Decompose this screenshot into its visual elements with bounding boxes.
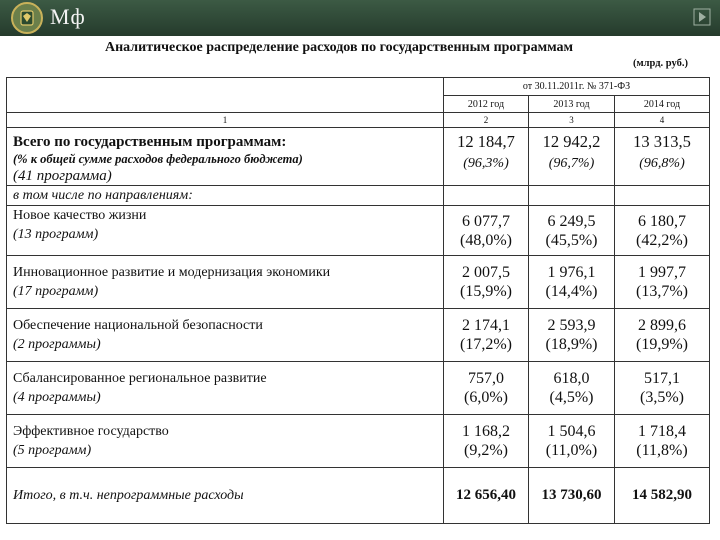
- program-count: (17 программ): [13, 284, 99, 299]
- share: (11,8%): [636, 442, 688, 459]
- table-row: [7, 206, 710, 256]
- share: (19,9%): [636, 336, 688, 353]
- year-header: 2013 год: [529, 96, 615, 113]
- total-value: 12 184,7: [457, 132, 515, 151]
- table-row: [7, 415, 710, 468]
- value: 1 504,6: [547, 423, 596, 440]
- year-header: 2014 год: [615, 96, 710, 113]
- program-name: Сбалансированное региональное развитие: [13, 371, 267, 386]
- share: (13,7%): [636, 283, 688, 300]
- total-count-label: (41 программа): [13, 168, 112, 184]
- year-header: 2012 год: [444, 96, 529, 113]
- share: (6,0%): [464, 389, 508, 406]
- header-row-numbers: [7, 113, 710, 128]
- share: (17,2%): [460, 336, 512, 353]
- value: 6 249,5: [547, 212, 596, 230]
- share: (9,2%): [464, 442, 508, 459]
- col-number: 1: [7, 113, 444, 128]
- total-label-cell: [7, 128, 444, 186]
- total-cell: [615, 128, 710, 186]
- final-row: [7, 468, 710, 524]
- total-share: (96,7%): [548, 156, 595, 171]
- final-value: 14 582,90: [615, 468, 710, 524]
- value: 1 168,2: [462, 423, 510, 440]
- total-share-label: (% к общей сумме расходов федерального бюджета): [13, 152, 303, 166]
- value: 2 899,6: [638, 317, 686, 334]
- header-blank: [7, 78, 444, 113]
- value: 6 180,7: [638, 212, 686, 230]
- table-row: [7, 309, 710, 362]
- total-value: 12 942,2: [542, 132, 601, 151]
- value: 6 077,7: [462, 212, 510, 230]
- program-count: (5 программ): [13, 443, 92, 458]
- final-value: 12 656,40: [444, 468, 529, 524]
- share: (14,4%): [545, 283, 598, 300]
- program-name: Новое качество жизни: [13, 208, 147, 223]
- final-value: 13 730,60: [529, 468, 615, 524]
- program-count: (13 программ): [13, 227, 99, 242]
- table-row: [7, 256, 710, 309]
- total-share: (96,3%): [463, 156, 509, 171]
- value: 618,0: [553, 370, 590, 387]
- value: 2 174,1: [462, 317, 510, 334]
- table-row: [7, 362, 710, 415]
- final-label: Итого, в т.ч. непрограммные расходы: [7, 468, 444, 524]
- program-count: (4 программы): [13, 390, 101, 405]
- arrow-right-icon[interactable]: [693, 8, 711, 26]
- total-cell: [529, 128, 615, 186]
- col-number: 2: [444, 113, 529, 128]
- program-name: Инновационное развитие и модернизация экономики: [13, 265, 331, 280]
- share: (45,5%): [545, 231, 598, 249]
- top-bar: [0, 0, 720, 36]
- directions-row: [7, 186, 710, 206]
- share: (42,2%): [636, 231, 688, 249]
- expenditure-table: [6, 77, 710, 524]
- value: 757,0: [468, 370, 504, 387]
- directions-label: в том числе по направлениям:: [7, 186, 444, 206]
- program-count: (2 программы): [13, 337, 101, 352]
- value: 1 976,1: [547, 264, 596, 281]
- share: (15,9%): [460, 283, 512, 300]
- emblem-icon: [10, 1, 44, 35]
- share: (48,0%): [460, 231, 512, 249]
- ministry-brand: Мф: [50, 4, 86, 29]
- col-number: 3: [529, 113, 615, 128]
- program-name: Эффективное государство: [13, 424, 169, 439]
- value: 517,1: [644, 370, 680, 387]
- page-title: Аналитическое распределение расходов по государственным программам: [105, 40, 574, 55]
- total-value: 13 313,5: [633, 132, 691, 151]
- share: (4,5%): [549, 389, 594, 406]
- unit-label: (млрд. руб.): [633, 58, 688, 69]
- total-cell: [444, 128, 529, 186]
- share: (18,9%): [545, 336, 598, 353]
- col-number: 4: [615, 113, 710, 128]
- total-share: (96,8%): [639, 156, 685, 171]
- value: 2 007,5: [462, 264, 510, 281]
- share: (3,5%): [640, 389, 684, 406]
- value: 2 593,9: [547, 317, 596, 334]
- value: 1 997,7: [638, 264, 686, 281]
- total-label: Всего по государственным программам:: [13, 134, 287, 150]
- value: 1 718,4: [638, 423, 686, 440]
- share: (11,0%): [545, 442, 598, 459]
- program-name: Обеспечение национальной безопасности: [13, 318, 263, 333]
- header-row-law: [7, 78, 710, 96]
- law-header: от 30.11.2011г. № 371-ФЗ: [444, 78, 710, 96]
- total-row: [7, 128, 710, 186]
